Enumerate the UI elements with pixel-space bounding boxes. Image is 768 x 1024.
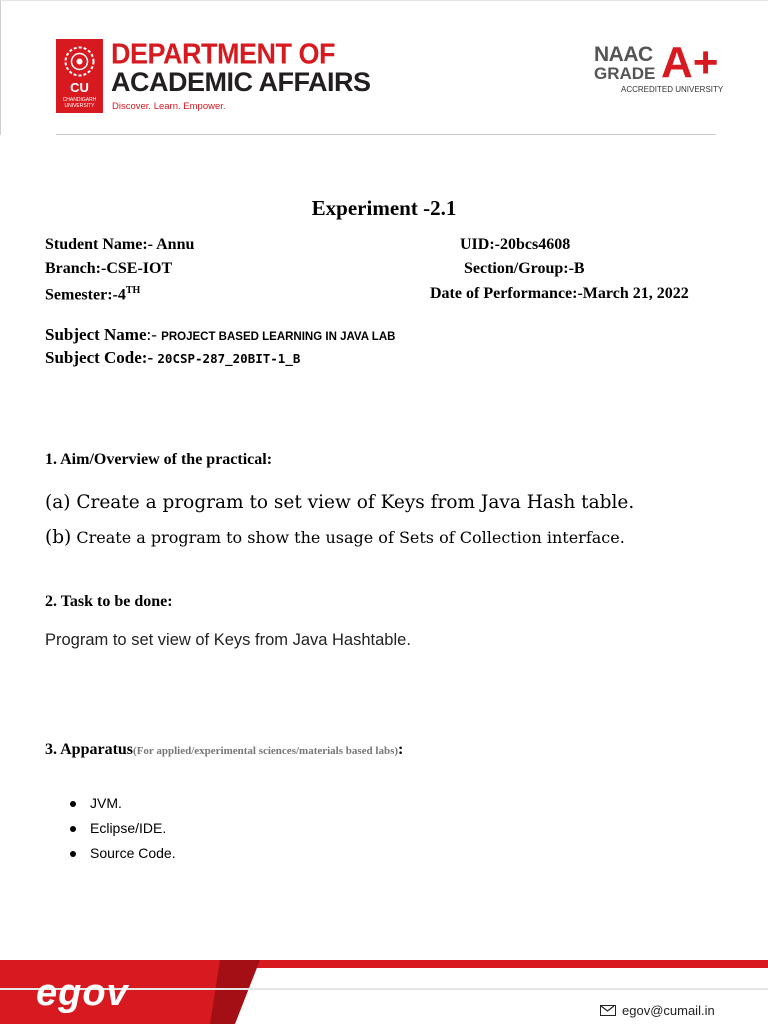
- mail-icon: [600, 1005, 616, 1016]
- branch: Branch:-CSE-IOT: [45, 260, 173, 277]
- task-text: Program to set view of Keys from Java Hashtable.: [45, 631, 411, 649]
- section-group: Section/Group:-B: [464, 260, 585, 277]
- letterhead: [0, 0, 768, 135]
- apparatus-list: [70, 795, 176, 870]
- date-of-performance: Date of Performance:-March 21, 2022: [430, 285, 689, 302]
- grade-value: A+: [661, 38, 719, 87]
- apparatus-heading-text: 3. Apparatus: [45, 741, 134, 758]
- tagline: Discover. Learn. Empower.: [112, 101, 226, 112]
- list-item: Source Code.: [70, 845, 176, 870]
- list-item: Eclipse/IDE.: [70, 820, 176, 845]
- apparatus-colon: :: [398, 741, 404, 758]
- grade-label: GRADE: [594, 64, 656, 83]
- semester-text: Semester:-4: [45, 286, 126, 304]
- semester: [45, 285, 140, 304]
- cu-emblem-icon: [63, 45, 96, 78]
- task-heading: 2. Task to be done:: [45, 593, 173, 610]
- accredited-label: ACCREDITED UNIVERSITY: [621, 85, 724, 94]
- subject-name-value: PROJECT BASED LEARNING IN JAVA LAB: [161, 331, 396, 343]
- aim-item-a: (a) Create a program to set view of Keys from Java Hash table.: [45, 492, 635, 513]
- cu-logo-subtext: CHANDIGARH UNIVERSITY: [62, 97, 97, 109]
- apparatus-note: (For applied/experimental sciences/materials based labs): [133, 745, 399, 757]
- cu-logo: [56, 39, 103, 113]
- egov-logo: egov: [36, 972, 129, 1014]
- footer-email: [600, 1003, 715, 1018]
- subject-code-label: Subject Code:-: [45, 348, 158, 367]
- subject-name: [45, 325, 395, 345]
- apparatus-heading: [45, 741, 403, 759]
- student-name: Student Name:- Annu: [45, 236, 195, 253]
- experiment-title: Experiment -2.1: [311, 196, 457, 220]
- list-item: JVM.: [70, 795, 176, 820]
- dept-title-line1: DEPARTMENT OF: [111, 38, 335, 70]
- aim-heading: 1. Aim/Overview of the practical:: [45, 451, 273, 468]
- aim-item-b-text: Create a program to show the usage of Sets of Collection interface.: [71, 528, 625, 547]
- cu-logo-text: CU: [70, 80, 89, 95]
- footer-email-text: egov@cumail.in: [622, 1003, 715, 1018]
- uid: UID:-20bcs4608: [460, 236, 571, 253]
- subject-name-sep: :-: [146, 325, 162, 344]
- semester-superscript: TH: [125, 285, 141, 296]
- aim-item-b-prefix: (b): [45, 527, 72, 548]
- subject-name-label: Subject Name: [45, 325, 147, 344]
- dept-title-line2: ACADEMIC AFFAIRS: [111, 67, 371, 97]
- aim-item-b: [45, 527, 625, 548]
- header-divider: [56, 134, 716, 135]
- subject-code: [45, 348, 300, 368]
- naac-label: NAAC: [594, 43, 653, 66]
- subject-code-value: 20CSP-287_20BIT-1_B: [157, 351, 301, 366]
